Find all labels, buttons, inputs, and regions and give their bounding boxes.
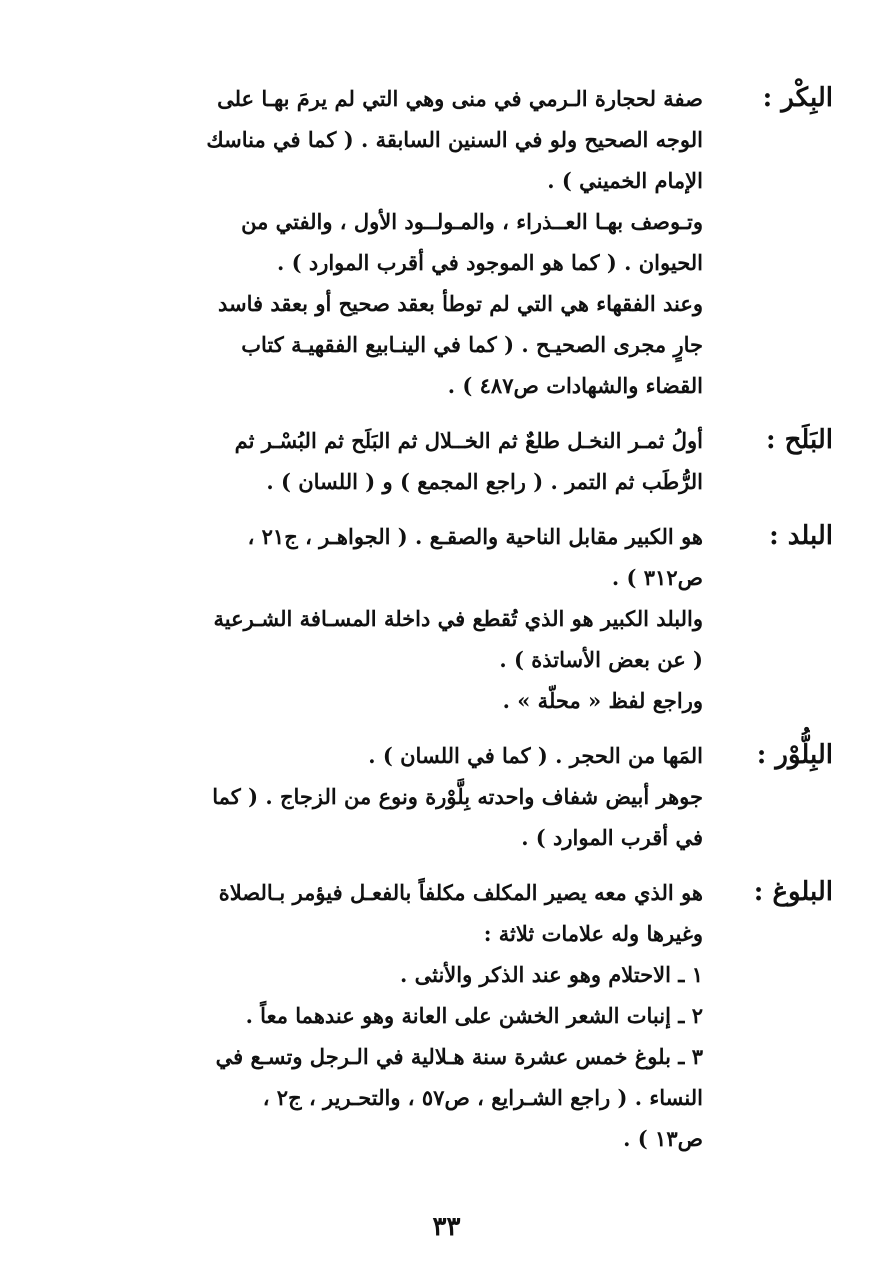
definition-line: ص٣١٢ ) .: [611, 565, 703, 590]
entry-al-bulugh: [73, 872, 833, 1159]
term-al-balad: البلد :: [769, 521, 833, 551]
definition-al-balah: [183, 420, 703, 502]
term-al-bulugh: البلوغ :: [753, 877, 833, 907]
definition-line: هو الكبير مقابل الناحية والصقـع . ( الجواهـر ، ج٢١ ،: [247, 524, 703, 549]
definition-line: القضاء والشهادات ص٤٨٧ ) .: [447, 373, 703, 398]
definition-line: ١ ـ الاحتلام وهو عند الذكر والأنثى .: [399, 962, 703, 987]
definition-line: الرُّطَب ثم التمر . ( راجع المجمع ) و ( اللسان ) .: [266, 469, 703, 494]
definition-line: المَها من الحجر . ( كما في اللسان ) .: [368, 743, 703, 768]
term-al-balah: البَلَح :: [765, 425, 833, 455]
definition-line: ( عن بعض الأساتذة ) .: [499, 647, 703, 672]
entry-al-balad: [73, 516, 833, 721]
definition-line: في أقرب الموارد ) .: [521, 825, 703, 850]
definition-line: هو الذي معه يصير المكلف مكلفاً بالفعـل فيؤمر بـالصلاة: [218, 880, 703, 905]
definition-line: وغيرها وله علامات ثلاثة :: [483, 921, 703, 946]
definition-al-bulugh: [183, 872, 703, 1159]
definition-line: صفة لحجارة الـرمي في منى وهي التي لم يرمَ بهـا على: [217, 86, 703, 111]
definition-al-bikr: [183, 78, 703, 406]
definition-line: وعند الفقهاء هي التي لم توطأ بعقد صحيح أو بعقد فاسد: [218, 291, 703, 316]
definition-line: جوهر أبيض شفاف واحدته بِلَّوْرة ونوع من الزجاج . ( كما: [212, 784, 703, 809]
definition-line: ٢ ـ إنبات الشعر الخشن على العانة وهو عندهما معاً .: [245, 1003, 703, 1028]
term-al-bikr: البِكْر :: [762, 83, 833, 113]
entry-al-balah: [73, 420, 833, 502]
glossary-entries: [73, 78, 833, 1173]
entry-al-billawr: [73, 735, 833, 858]
entry-al-bikr: [73, 78, 833, 406]
definition-al-billawr: [183, 735, 703, 858]
definition-line: والبلد الكبير هو الذي تُقطع في داخلة المسـافة الشـرعية: [213, 606, 703, 631]
page-number: ٣٣: [432, 1212, 461, 1242]
definition-line: الإمام الخميني ) .: [547, 168, 703, 193]
definition-line: ٣ ـ بلوغ خمس عشرة سنة هـلالية في الـرجل وتسـع في: [215, 1044, 703, 1069]
definition-line: وتـوصف بهـا العــذراء ، والمـولــود الأول ، والفتي من: [241, 209, 703, 234]
definition-line: وراجع لفظ « محلّة » .: [502, 688, 703, 713]
term-al-billawr: البِلُّوْر :: [756, 740, 833, 770]
definition-line: أولُ ثمـر النخـل طلعٌ ثم الخــلال ثم البَلَح ثم البُسْـر ثم: [234, 428, 703, 453]
definition-al-balad: [183, 516, 703, 721]
definition-line: الحيوان . ( كما هو الموجود في أقرب الموارد ) .: [276, 250, 703, 275]
definition-line: جارٍ مجرى الصحيـح . ( كما في الينـابيع الفقهيـة كتاب: [241, 332, 703, 357]
definition-line: ص١٣ ) .: [623, 1126, 703, 1151]
definition-line: النساء . ( راجع الشـرايع ، ص٥٧ ، والتحـرير ، ج٢ ،: [262, 1085, 703, 1110]
definition-line: الوجه الصحيح ولو في السنين السابقة . ( كما في مناسك: [206, 127, 703, 152]
